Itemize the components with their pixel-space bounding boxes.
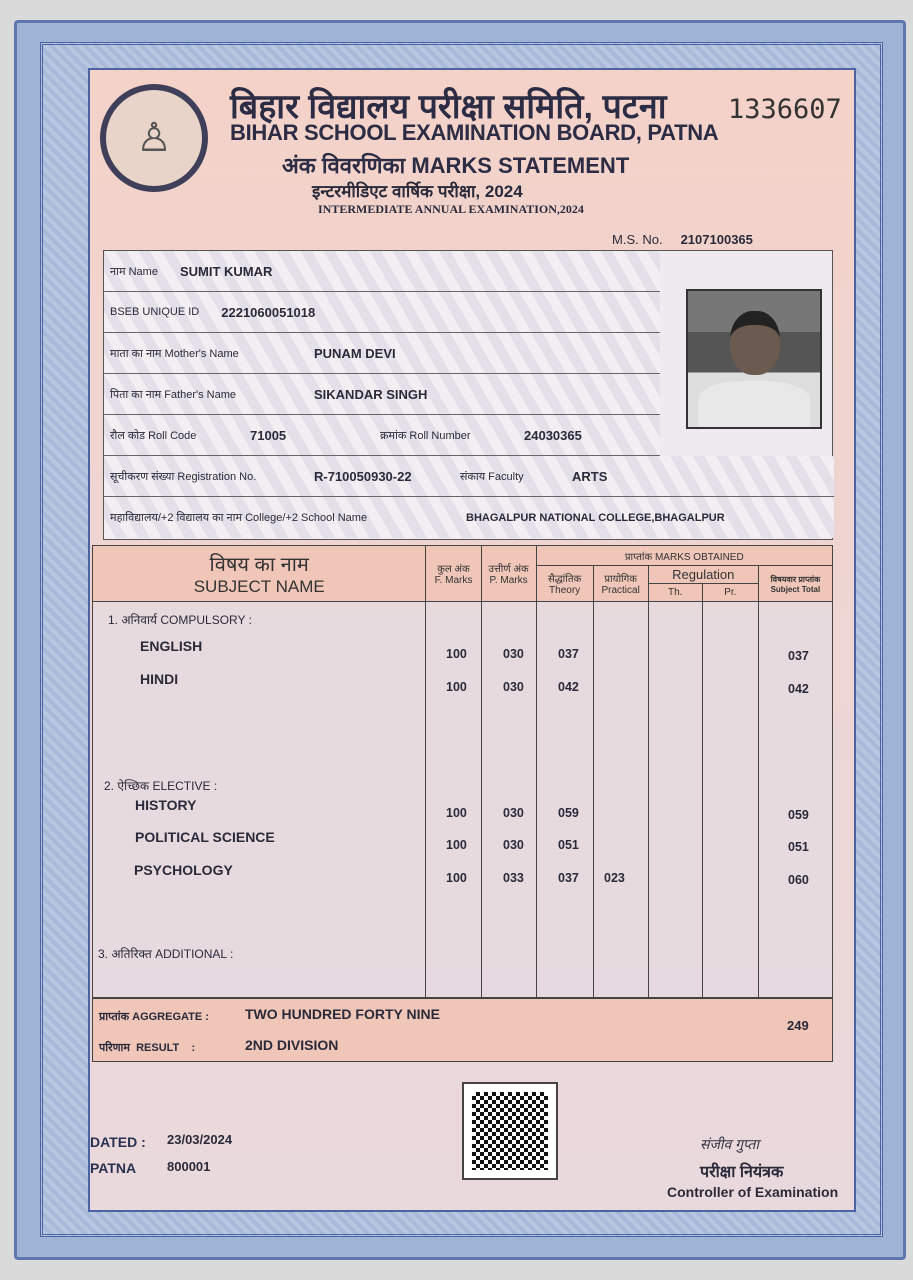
full-marks: 100 (446, 647, 467, 661)
document-title-hindi: अंक विवरणिका (282, 153, 406, 178)
mother-row (104, 333, 660, 374)
roll-row (104, 415, 660, 456)
roll-code: 71005 (250, 427, 287, 443)
result-label: परिणाम RESULT : (99, 1042, 196, 1054)
registration-label: सूचीकरण संख्या Registration No. (110, 470, 257, 483)
full-marks-label: F. Marks (434, 575, 473, 586)
practical-label: Practical (601, 585, 640, 596)
aggregate-words: TWO HUNDRED FORTY NINE (245, 1006, 440, 1022)
subject-total-hindi: विषयवार प्राप्तांक (770, 574, 821, 584)
document-title (282, 150, 629, 180)
subject-header (93, 546, 426, 602)
faculty-value: ARTS (572, 468, 608, 484)
faculty-label: संकाय Faculty (460, 470, 524, 483)
father-label: पिता का नाम Father's Name (110, 388, 237, 401)
pass-marks: 030 (503, 680, 524, 694)
practical-hindi: प्रायोगिक (604, 574, 637, 585)
roll-number-label: क्रमांक Roll Number (380, 429, 471, 442)
subject-name: POLITICAL SCIENCE (135, 829, 275, 845)
subject-name: PSYCHOLOGY (134, 862, 233, 878)
full-marks: 100 (446, 806, 467, 820)
college-label: महाविद्यालय/+2 विद्यालय का नाम College/+2 School Name (110, 512, 368, 524)
subject-header-english: SUBJECT NAME (193, 577, 325, 596)
issue-date: 23/03/2024 (167, 1132, 233, 1147)
subject-total: 060 (788, 873, 809, 887)
student-info-box (103, 250, 833, 540)
subject-total: 051 (788, 840, 809, 854)
pass-marks-hindi: उत्तीर्ण अंक (488, 564, 529, 575)
full-marks-header (426, 546, 481, 602)
subject-total: 037 (788, 649, 809, 663)
theory-marks: 037 (558, 647, 579, 661)
full-marks: 100 (446, 838, 467, 852)
registration-row (104, 456, 834, 497)
subject-name: HISTORY (135, 797, 197, 813)
theory-hindi: सैद्धांतिक (547, 574, 582, 585)
pass-marks-label: P. Marks (489, 575, 528, 586)
pass-marks: 030 (503, 838, 524, 852)
full-marks: 100 (446, 871, 467, 885)
mother-label: माता का नाम Mother's Name (110, 347, 239, 360)
city-label: PATNA (90, 1160, 137, 1176)
elective-section-label: 2. ऐच्छिक ELECTIVE : (104, 779, 218, 793)
result-value: 2ND DIVISION (245, 1037, 339, 1053)
father-name: SIKANDAR SINGH (314, 386, 428, 402)
practical-marks: 023 (604, 871, 625, 885)
college-name: BHAGALPUR NATIONAL COLLEGE,BHAGALPUR (466, 511, 725, 524)
ms-number (612, 232, 753, 247)
ms-number-label: M.S. No. (612, 232, 663, 247)
theory-marks: 042 (558, 680, 579, 694)
aggregate-total: 249 (787, 1018, 809, 1033)
full-marks: 100 (446, 680, 467, 694)
exam-title: INTERMEDIATE ANNUAL EXAMINATION,2024 (318, 202, 584, 216)
subject-total-header (758, 566, 832, 602)
qr-code (462, 1082, 558, 1180)
subject-name: ENGLISH (140, 638, 203, 654)
subject-header-hindi: विषय का नाम (209, 554, 309, 576)
name-row (104, 251, 660, 292)
controller-signature: संजीव गुप्ता (700, 1136, 759, 1152)
roll-code-label: रौल कोड Roll Code (110, 429, 197, 442)
board-title-hindi: बिहार विद्यालय परीक्षा समिति, पटना (230, 88, 667, 126)
uid-value: 2221060051018 (221, 304, 316, 320)
pin-code: 800001 (167, 1159, 211, 1174)
subject-total-label: Subject Total (770, 584, 821, 594)
subject-total: 042 (788, 682, 809, 696)
aggregate-box (92, 998, 833, 1062)
controller-title-hindi: परीक्षा नियंत्रक (700, 1164, 784, 1181)
pass-marks: 030 (503, 806, 524, 820)
board-title: BIHAR SCHOOL EXAMINATION BOARD, PATNA (230, 120, 719, 145)
theory-header (536, 566, 593, 602)
subject-total: 059 (788, 808, 809, 822)
theory-label: Theory (549, 585, 581, 596)
ms-number-value: 2107100365 (680, 232, 753, 247)
controller-title: Controller of Examination (667, 1184, 839, 1200)
regulation-header: Regulation (648, 566, 758, 584)
theory-marks: 037 (558, 871, 579, 885)
regulation-th-header: Th. (648, 584, 702, 602)
serial-number: 1336607 (728, 94, 842, 125)
pass-marks: 030 (503, 647, 524, 661)
additional-section-label: 3. अतिरिक्त ADDITIONAL : (98, 947, 234, 961)
father-row (104, 374, 660, 415)
pass-marks: 033 (503, 871, 524, 885)
document-title-english: MARKS STATEMENT (411, 153, 630, 178)
practical-header (593, 566, 648, 602)
student-name: SUMIT KUMAR (179, 263, 273, 279)
marks-obtained-header: प्राप्तांक MARKS OBTAINED (536, 546, 832, 566)
roll-number: 24030365 (524, 427, 582, 443)
theory-marks: 059 (558, 806, 579, 820)
name-label: नाम Name (110, 265, 158, 278)
student-photo (686, 289, 822, 429)
mother-name: PUNAM DEVI (314, 345, 396, 361)
uid-label: BSEB UNIQUE ID (110, 306, 200, 318)
aggregate-label: प्राप्तांक AGGREGATE : (99, 1011, 209, 1023)
subject-name: HINDI (140, 671, 179, 687)
dated-label: DATED : (90, 1134, 146, 1150)
regulation-pr-header: Pr. (702, 584, 758, 602)
uid-row (104, 292, 660, 333)
college-row (104, 497, 834, 538)
registration-number: R-710050930-22 (314, 468, 412, 484)
full-marks-hindi: कुल अंक (437, 564, 470, 575)
pass-marks-header (481, 546, 536, 602)
exam-title-hindi: इन्टरमीडिएट वार्षिक परीक्षा, 2024 (312, 182, 523, 201)
theory-marks: 051 (558, 838, 579, 852)
compulsory-section-label: 1. अनिवार्य COMPULSORY : (108, 613, 252, 627)
board-seal-logo: ♙ (100, 84, 208, 192)
